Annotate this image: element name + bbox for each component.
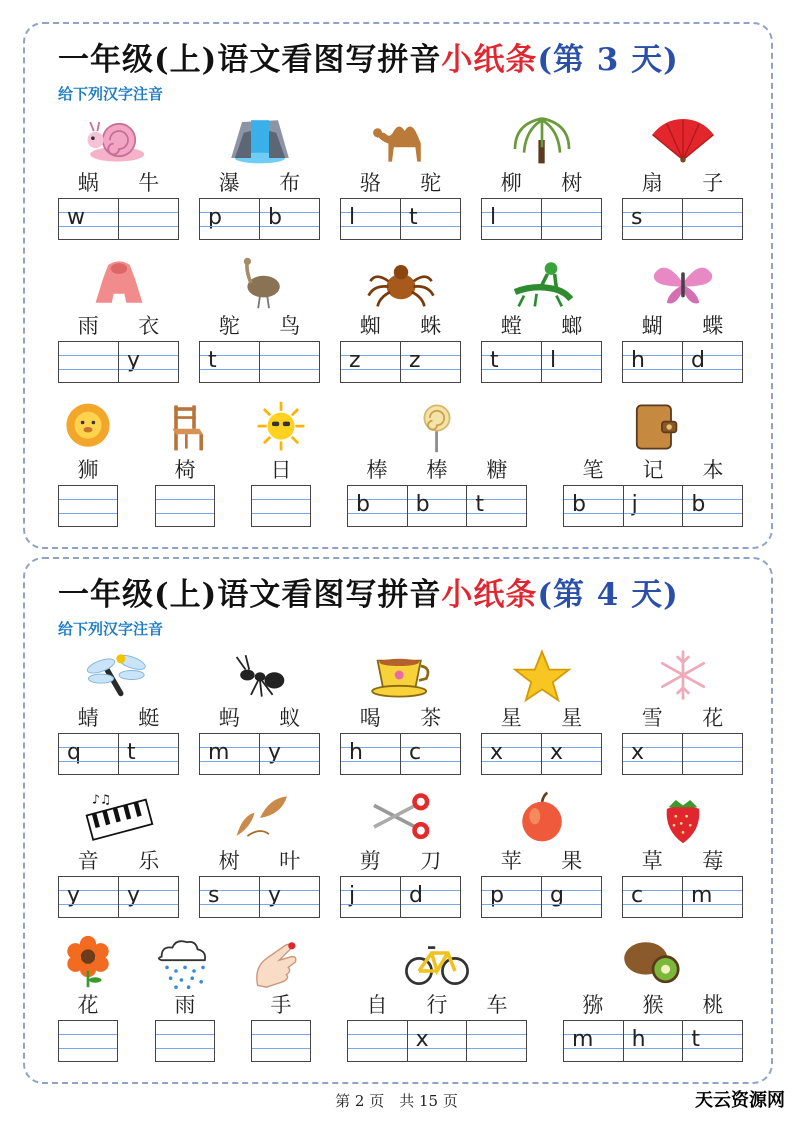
hanzi-char: 螳 [500,314,522,338]
hanzi-char: 雨 [77,314,99,338]
pinyin-cell[interactable] [541,877,601,917]
pinyin-initial: s [631,205,643,230]
pinyin-box-group [199,733,320,775]
pinyin-initial: m [691,883,713,908]
hanzi-char: 棒 [366,458,388,482]
pinyin-initial: h [349,740,363,765]
pinyin-box-group [251,485,311,527]
hanzi-word [347,993,527,1017]
title-part-black: 一年级(上)语文看图写拼音 [58,577,442,613]
hanzi-word [622,706,743,730]
hanzi-char: 喝 [359,706,381,730]
pinyin-box-group [155,485,215,527]
pinyin-box-group [563,1020,743,1062]
pinyin-box-group [481,341,602,383]
hanzi-word [340,706,461,730]
hanzi-word [251,993,311,1017]
hanzi-char: 雪 [641,706,663,730]
pinyin-box-group [347,485,527,527]
pinyin-box-group [622,733,743,775]
pinyin-box-group [481,876,602,918]
hanzi-word [340,171,461,195]
pinyin-box-group [58,876,179,918]
pinyin-cell[interactable] [466,1021,526,1061]
instruction-text: 给下列汉字注音 [58,85,164,103]
pinyin-box-group [347,1020,527,1062]
pinyin-box-group [199,198,320,240]
scissors-icon [365,790,437,850]
pinyin-cell[interactable] [407,1021,467,1061]
hanzi-word [481,706,602,730]
title-part-black: 一年级(上)语文看图写拼音 [58,42,442,78]
strawberry-icon [647,790,719,850]
hanzi-char: 果 [561,849,583,873]
svg-text:♪♫: ♪♫ [91,791,111,807]
pinyin-cell[interactable] [118,342,178,382]
pinyin-initial: t [127,740,136,765]
pinyin-cell[interactable] [200,734,259,774]
rain-cloud-icon [149,934,221,994]
hanzi-char: 草 [641,849,663,873]
pinyin-cell[interactable] [482,734,541,774]
hanzi-char: 树 [218,849,240,873]
hanzi-char: 蛛 [420,314,442,338]
pinyin-initial: j [631,492,638,517]
hanzi-char: 日 [270,458,292,482]
hanzi-char: 蚂 [218,706,240,730]
flower-icon [52,934,124,994]
hanzi-word [199,849,320,873]
pinyin-initial: b [268,205,282,230]
worksheet-section-3 [23,22,773,549]
hanzi-char: 棒 [426,458,448,482]
hanzi-char: 猴 [642,993,664,1017]
pinyin-cell[interactable] [341,342,400,382]
pinyin-initial: x [490,740,504,765]
hanzi-char: 莓 [702,849,724,873]
pinyin-box-group [58,485,118,527]
hanzi-char: 笔 [582,458,604,482]
hanzi-char: 树 [561,171,583,195]
pinyin-initial: x [415,1027,429,1052]
pinyin-cell[interactable] [400,734,460,774]
hanzi-word [340,849,461,873]
hanzi-char: 蝶 [702,314,724,338]
pinyin-initial: d [409,883,423,908]
pinyin-initial: b [356,492,370,517]
pinyin-cell[interactable] [466,486,526,526]
pinyin-cell[interactable] [482,199,541,239]
pinyin-cell[interactable] [259,734,319,774]
page-footer: 第 2 页 共 15 页 [335,1092,458,1110]
pinyin-initial: c [631,883,644,908]
pinyin-initial: y [67,883,81,908]
worksheet-section-4 [23,557,773,1084]
pinyin-initial: h [631,1027,646,1052]
pinyin-initial: l [349,205,356,230]
piano-icon [83,790,155,850]
chair-icon [149,399,221,459]
pinyin-initial: l [550,348,557,373]
pinyin-initial: j [349,883,356,908]
hanzi-word [622,171,743,195]
teacup-icon [365,647,437,707]
hanzi-char: 驼 [420,171,442,195]
pinyin-initial: z [409,348,421,373]
hanzi-char: 蚁 [279,706,301,730]
lollipop-icon [401,399,473,459]
pinyin-box-group [340,733,461,775]
pinyin-cell[interactable] [118,734,178,774]
hanzi-char: 车 [486,993,508,1017]
hanzi-word [58,314,179,338]
section-title [58,34,679,79]
pinyin-initial: c [409,740,422,765]
pinyin-box-group [340,341,461,383]
hanzi-char: 骆 [359,171,381,195]
pinyin-initial: p [490,883,504,908]
title-part-blue: (第 4 天) [537,577,679,613]
pinyin-cell[interactable] [400,199,460,239]
hanzi-char: 星 [561,706,583,730]
hanzi-char: 柳 [500,171,522,195]
pinyin-cell[interactable] [156,486,214,526]
pinyin-box-group [481,198,602,240]
pinyin-box-group [58,1020,118,1062]
snail-icon [83,112,155,172]
hanzi-word [199,171,320,195]
pinyin-initial: y [127,348,141,373]
hanzi-char: 雨 [174,993,196,1017]
pinyin-cell[interactable] [623,486,683,526]
pinyin-box-group [199,876,320,918]
pinyin-initial: p [208,205,222,230]
hanzi-char: 猕 [582,993,604,1017]
hanzi-word [481,171,602,195]
raincoat-icon [83,255,155,315]
leaves-icon [224,790,296,850]
pinyin-box-group [622,876,743,918]
hanzi-char: 衣 [138,314,160,338]
hanzi-word [481,849,602,873]
title-part-red: 小纸条 [441,42,538,78]
pinyin-cell[interactable] [682,342,742,382]
hanzi-char: 蜗 [77,171,99,195]
pinyin-initial: b [691,492,706,517]
willow-tree-icon [506,112,578,172]
pinyin-cell[interactable] [252,486,310,526]
pinyin-initial: s [208,883,220,908]
hanzi-char: 茶 [420,706,442,730]
hanzi-char: 桃 [702,993,724,1017]
pinyin-box-group [563,485,743,527]
pinyin-initial: y [127,883,141,908]
pinyin-cell[interactable] [400,877,460,917]
pinyin-initial: b [415,492,430,517]
pinyin-initial: g [550,883,564,908]
pinyin-initial: q [67,740,81,765]
pinyin-cell[interactable] [59,734,118,774]
pinyin-cell[interactable] [541,734,601,774]
pinyin-cell[interactable] [541,342,601,382]
pinyin-initial: t [490,348,499,373]
hanzi-word [622,849,743,873]
pinyin-cell[interactable] [259,199,319,239]
pinyin-box-group [58,198,179,240]
hanzi-word [563,993,743,1017]
instruction-text: 给下列汉字注音 [58,620,164,638]
pinyin-cell[interactable] [623,342,682,382]
pinyin-cell[interactable] [259,342,319,382]
kiwi-icon [617,934,689,994]
hanzi-char: 蝴 [641,314,663,338]
hanzi-word [251,458,311,482]
camel-icon [365,112,437,172]
pinyin-box-group [340,198,461,240]
pinyin-initial: d [691,348,705,373]
hanzi-char: 手 [270,993,292,1017]
hanzi-word [199,706,320,730]
section-title [58,569,679,614]
pinyin-cell[interactable] [400,342,460,382]
pinyin-cell[interactable] [682,734,742,774]
pinyin-box-group [622,198,743,240]
hanzi-char: 刀 [420,849,442,873]
hanzi-char: 椅 [174,458,196,482]
hanzi-char: 行 [426,993,448,1017]
pinyin-cell[interactable] [407,486,467,526]
hanzi-word [58,458,118,482]
ostrich-icon [224,255,296,315]
hanzi-char: 乐 [138,849,160,873]
hanzi-word [622,314,743,338]
pinyin-cell[interactable] [541,199,601,239]
pinyin-cell[interactable] [682,486,742,526]
sun-icon [245,399,317,459]
pinyin-cell[interactable] [564,1021,623,1061]
spider-icon [365,255,437,315]
pinyin-box-group [481,733,602,775]
pinyin-initial: z [349,348,361,373]
title-part-blue: (第 3 天) [537,42,679,78]
mantis-icon [506,255,578,315]
hanzi-word [481,314,602,338]
pinyin-cell[interactable] [623,1021,683,1061]
pinyin-initial: t [475,492,484,517]
pinyin-cell[interactable] [682,1021,742,1061]
hanzi-char: 鸟 [279,314,301,338]
hanzi-char: 花 [702,706,724,730]
pinyin-cell[interactable] [341,734,400,774]
hanzi-char: 扇 [641,171,663,195]
pinyin-cell[interactable] [259,877,319,917]
pinyin-cell[interactable] [59,199,118,239]
snowflake-icon [647,647,719,707]
pinyin-cell[interactable] [341,199,400,239]
hanzi-char: 叶 [279,849,301,873]
pinyin-initial: l [490,205,497,230]
hanzi-word [58,849,179,873]
hanzi-word [340,314,461,338]
hanzi-char: 记 [642,458,664,482]
pinyin-cell[interactable] [682,199,742,239]
butterfly-icon [647,255,719,315]
pinyin-cell[interactable] [59,342,118,382]
hanzi-word [155,993,215,1017]
pinyin-initial: x [550,740,564,765]
pinyin-initial: t [208,348,217,373]
hand-icon [245,934,317,994]
hanzi-word [199,314,320,338]
pinyin-cell[interactable] [348,486,407,526]
pinyin-cell[interactable] [682,877,742,917]
pinyin-cell[interactable] [59,877,118,917]
notebook-icon [617,399,689,459]
pinyin-cell[interactable] [252,1021,310,1061]
title-part-red: 小纸条 [441,577,538,613]
hanzi-char: 狮 [77,458,99,482]
hanzi-word [347,458,527,482]
pinyin-cell[interactable] [623,199,682,239]
hanzi-char: 音 [77,849,99,873]
pinyin-initial: b [572,492,586,517]
pinyin-cell[interactable] [341,877,400,917]
lion-icon [52,399,124,459]
hanzi-char: 牛 [138,171,160,195]
waterfall-icon [224,112,296,172]
pinyin-cell[interactable] [59,1021,117,1061]
hanzi-char: 蜓 [138,706,160,730]
hanzi-char: 布 [279,171,301,195]
hanzi-char: 本 [702,458,724,482]
hanzi-char: 鸵 [218,314,240,338]
hanzi-char: 蜘 [359,314,381,338]
hanzi-char: 蜻 [77,706,99,730]
pinyin-initial: y [268,883,282,908]
pinyin-initial: t [691,1027,700,1052]
hanzi-char: 苹 [500,849,522,873]
hanzi-word [58,993,118,1017]
pinyin-cell[interactable] [59,486,117,526]
watermark: 天云资源网 [695,1090,785,1111]
hanzi-char: 花 [77,993,99,1017]
pinyin-box-group [251,1020,311,1062]
pinyin-initial: t [409,205,418,230]
pinyin-cell[interactable] [118,199,178,239]
pinyin-box-group [199,341,320,383]
pinyin-cell[interactable] [118,877,178,917]
pinyin-cell[interactable] [482,877,541,917]
pinyin-cell[interactable] [200,199,259,239]
pinyin-cell[interactable] [564,486,623,526]
hanzi-char: 螂 [561,314,583,338]
pinyin-cell[interactable] [200,877,259,917]
pinyin-initial: w [67,205,85,230]
pinyin-initial: m [208,740,230,765]
fan-icon [647,112,719,172]
pinyin-cell[interactable] [482,342,541,382]
pinyin-initial: x [631,740,645,765]
pinyin-box-group [58,733,179,775]
ant-icon [224,647,296,707]
pinyin-box-group [340,876,461,918]
pinyin-box-group [155,1020,215,1062]
hanzi-char: 剪 [359,849,381,873]
hanzi-char: 瀑 [218,171,240,195]
pinyin-cell[interactable] [348,1021,407,1061]
hanzi-char: 糖 [486,458,508,482]
hanzi-word [58,171,179,195]
pinyin-cell[interactable] [156,1021,214,1061]
pinyin-initial: h [631,348,645,373]
pinyin-cell[interactable] [623,734,682,774]
hanzi-word [563,458,743,482]
hanzi-word [155,458,215,482]
star-icon [506,647,578,707]
pinyin-cell[interactable] [200,342,259,382]
hanzi-char: 子 [702,171,724,195]
dragonfly-icon [83,647,155,707]
bicycle-icon [401,934,473,994]
apple-icon [506,790,578,850]
pinyin-initial: y [268,740,282,765]
pinyin-cell[interactable] [623,877,682,917]
pinyin-initial: m [572,1027,594,1052]
pinyin-box-group [58,341,179,383]
pinyin-box-group [622,341,743,383]
hanzi-char: 自 [366,993,388,1017]
hanzi-word [58,706,179,730]
hanzi-char: 星 [500,706,522,730]
